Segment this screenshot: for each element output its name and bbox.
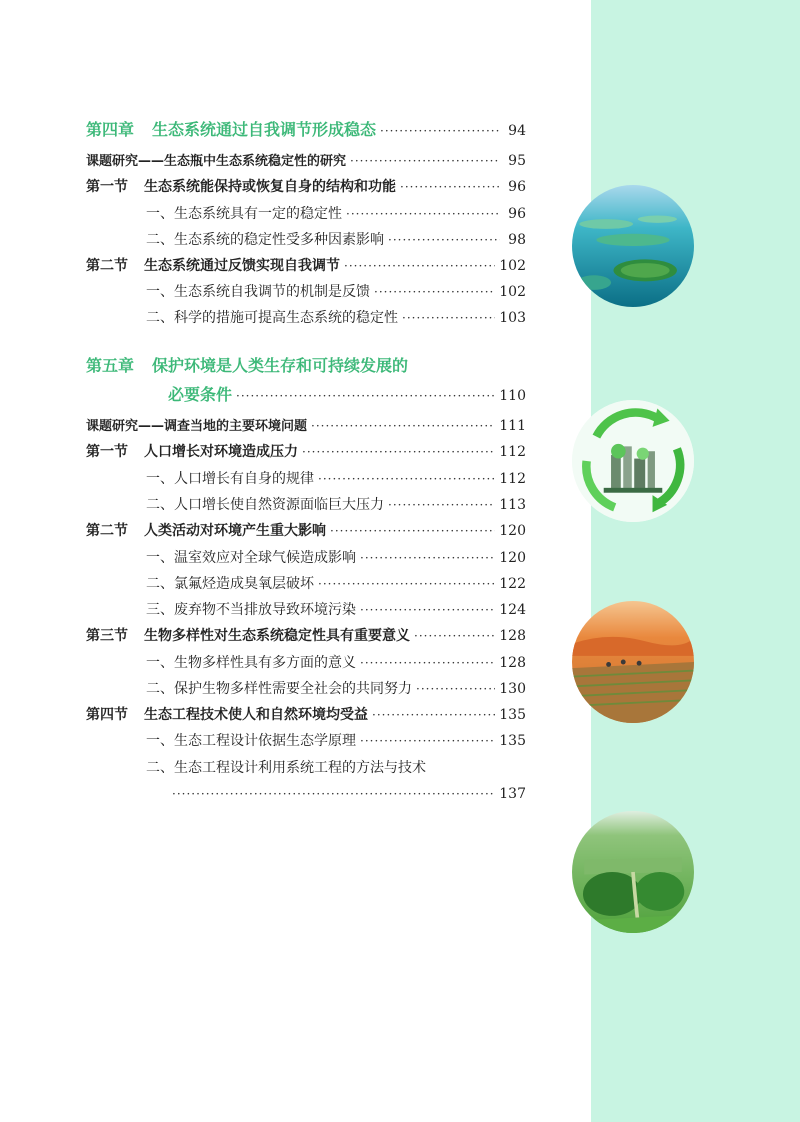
subsection-entry[interactable] (146, 309, 526, 327)
page-number: 110 (499, 388, 526, 404)
page-number: 128 (499, 628, 526, 644)
island-lagoon-image (572, 185, 694, 307)
subsection-entry[interactable] (146, 575, 526, 593)
subsection-title: 一、生态系统具有一定的稳定性 (146, 206, 342, 222)
chapter-title: 生态系统通过自我调节形成稳态 (152, 120, 377, 139)
section-title: 生物多样性对生态系统稳定性具有重要意义 (144, 628, 410, 644)
page-number: 135 (499, 733, 526, 749)
leader-dots (318, 575, 495, 593)
subsection-entry[interactable] (146, 601, 526, 619)
section-entry[interactable] (86, 706, 526, 724)
page-number: 112 (499, 444, 526, 460)
topic-research-entry[interactable] (86, 152, 526, 171)
subsection-title: 一、人口增长有自身的规律 (146, 471, 314, 487)
subsection-title: 一、生态工程设计依据生态学原理 (146, 733, 356, 749)
subsection-title: 一、生态系统自我调节的机制是反馈 (146, 284, 370, 300)
leader-dots (360, 601, 495, 619)
subsection-title: 一、温室效应对全球气候造成影响 (146, 550, 356, 566)
subsection-title: 二、氯氟烃造成臭氧层破坏 (146, 576, 314, 592)
section-entry[interactable] (86, 178, 526, 196)
leader-dots (400, 178, 500, 196)
section-number: 第二节 (86, 258, 128, 274)
topic-research-entry[interactable] (86, 417, 526, 436)
page-number: 95 (508, 153, 526, 169)
page-number: 96 (508, 206, 526, 222)
leader-dots (388, 496, 495, 514)
section-entry[interactable] (86, 257, 526, 275)
subsection-title: 二、生态系统的稳定性受多种因素影响 (146, 232, 384, 248)
section-entry[interactable] (86, 443, 526, 461)
leader-dots (318, 470, 495, 488)
side-decor-band (591, 0, 800, 1122)
page-number: 120 (499, 523, 526, 539)
leader-dots (346, 205, 500, 223)
chapter-number: 第四章 (86, 120, 135, 139)
leader-dots (374, 283, 495, 301)
leader-dots (344, 257, 495, 275)
subsection-entry-continued[interactable] (172, 785, 526, 803)
section-title: 生态系统通过反馈实现自我调节 (144, 258, 340, 274)
subsection-title: 三、废弃物不当排放导致环境污染 (146, 602, 356, 618)
chapter-title-line1: 保护环境是人类生存和可持续发展的 (152, 356, 409, 375)
leader-dots (311, 417, 495, 435)
leader-dots (350, 152, 500, 170)
subsection-entry[interactable] (146, 549, 526, 567)
subsection-entry[interactable] (146, 732, 526, 750)
page-number: 113 (499, 497, 526, 513)
page-number: 103 (499, 310, 526, 326)
chapter-4-entry[interactable] (86, 121, 526, 140)
page-number: 112 (499, 471, 526, 487)
section-title: 生态工程技术使人和自然环境均受益 (144, 707, 368, 723)
subsection-entry[interactable] (146, 496, 526, 514)
page-number: 102 (499, 284, 526, 300)
leader-dots (360, 549, 495, 567)
leader-dots (330, 522, 495, 540)
page-number: 124 (499, 602, 526, 618)
leader-dots (302, 443, 495, 461)
leader-dots (414, 627, 495, 645)
page-number: 135 (499, 707, 526, 723)
page-number: 137 (499, 786, 526, 802)
page-number: 130 (499, 681, 526, 697)
page-number: 98 (508, 232, 526, 248)
green-city-recycle-image (572, 400, 694, 522)
subsection-entry[interactable] (146, 759, 526, 777)
subsection-title: 二、生态工程设计利用系统工程的方法与技术 (146, 760, 426, 776)
chapter-title-line2: 必要条件 (168, 385, 233, 404)
subsection-entry[interactable] (146, 205, 526, 223)
leader-dots (360, 654, 495, 672)
leader-dots (236, 387, 495, 405)
subsection-entry[interactable] (146, 283, 526, 301)
leader-dots (388, 231, 500, 249)
page-number: 120 (499, 550, 526, 566)
chapter-number: 第五章 (86, 356, 135, 375)
page-number: 122 (499, 576, 526, 592)
section-number: 第四节 (86, 707, 128, 723)
page-number: 111 (499, 418, 526, 434)
section-title: 人口增长对环境造成压力 (144, 444, 298, 460)
subsection-entry[interactable] (146, 654, 526, 672)
section-entry[interactable] (86, 627, 526, 645)
leader-dots (172, 785, 495, 803)
subsection-entry[interactable] (146, 231, 526, 249)
leader-dots (380, 122, 500, 140)
section-number: 第一节 (86, 444, 128, 460)
green-field-image (572, 811, 694, 933)
chapter-5-heading (86, 357, 526, 375)
leader-dots (416, 680, 495, 698)
leader-dots (372, 706, 495, 724)
section-number: 第二节 (86, 523, 128, 539)
chapter-5-entry[interactable] (168, 386, 526, 405)
page-number: 96 (508, 179, 526, 195)
desert-planting-image (572, 601, 694, 723)
subsection-title: 二、保护生物多样性需要全社会的共同努力 (146, 681, 412, 697)
subsection-title: 二、人口增长使自然资源面临巨大压力 (146, 497, 384, 513)
section-title: 人类活动对环境产生重大影响 (144, 523, 326, 539)
leader-dots (402, 309, 495, 327)
section-entry[interactable] (86, 522, 526, 540)
section-number: 第三节 (86, 628, 128, 644)
topic-title: 课题研究——生态瓶中生态系统稳定性的研究 (86, 154, 347, 169)
section-number: 第一节 (86, 179, 128, 195)
section-title: 生态系统能保持或恢复自身的结构和功能 (144, 179, 396, 195)
subsection-title: 二、科学的措施可提高生态系统的稳定性 (146, 310, 398, 326)
page-number: 128 (499, 655, 526, 671)
page-number: 102 (499, 258, 526, 274)
topic-title: 课题研究——调查当地的主要环境问题 (86, 419, 308, 434)
subsection-entry[interactable] (146, 470, 526, 488)
subsection-entry[interactable] (146, 680, 526, 698)
page-number: 94 (508, 123, 526, 139)
subsection-title: 一、生物多样性具有多方面的意义 (146, 655, 356, 671)
leader-dots (360, 732, 495, 750)
